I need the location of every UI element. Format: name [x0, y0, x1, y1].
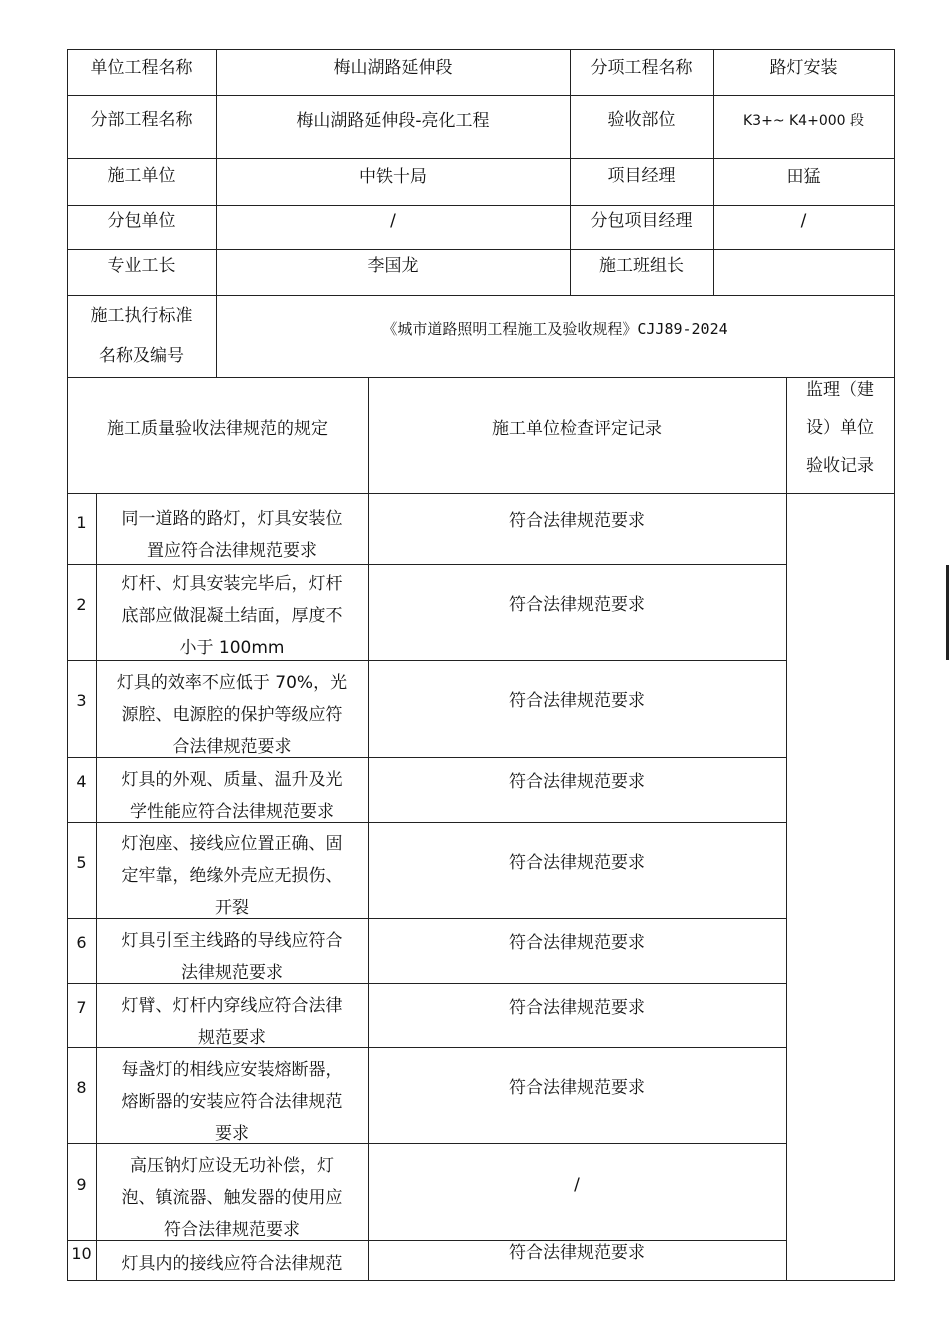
- item-spec: 灯具内的接线应符合法律规范: [121, 1254, 343, 1274]
- standard-label: 施工执行标准 名称及编号: [90, 306, 193, 366]
- acceptance-part-label: 验收部位: [607, 110, 676, 130]
- item-number: 3: [76, 691, 87, 710]
- division-value: 梅山湖路延伸段-亮化工程: [296, 111, 490, 131]
- unit-project-label: 单位工程名称: [90, 58, 193, 78]
- column-header-record: 施工单位检查评定记录: [492, 419, 662, 439]
- contractor-label: 施工单位: [107, 166, 176, 186]
- sub-item-value: 路灯安装: [769, 58, 838, 78]
- foreman-value: 李国龙: [367, 256, 419, 276]
- item-record: 符合法律规范要求: [509, 511, 645, 531]
- team-leader-value: [713, 249, 894, 283]
- sub-manager-value: /: [800, 211, 807, 231]
- contractor-value: 中铁十局: [359, 167, 427, 187]
- standard-value: 《城市道路照明工程施工及验收规程》CJJ89-2024: [382, 320, 728, 338]
- item-spec: 灯具引至主线路的导线应符合 法律规范要求: [121, 931, 343, 983]
- item-number: 9: [76, 1175, 87, 1194]
- item-record: 符合法律规范要求: [509, 772, 645, 792]
- item-record: 符合法律规范要求: [509, 1243, 645, 1263]
- item-record: 符合法律规范要求: [509, 595, 645, 615]
- project-manager-label: 项目经理: [607, 166, 676, 186]
- item-number: 4: [76, 772, 87, 791]
- item-spec: 灯臂、灯杆内穿线应符合法律 规范要求: [121, 996, 343, 1048]
- item-number: 8: [76, 1078, 87, 1097]
- unit-project-value: 梅山湖路延伸段: [333, 58, 453, 78]
- item-record: 符合法律规范要求: [509, 853, 645, 873]
- rule-record-col: [786, 377, 787, 1280]
- subcontractor-value: /: [390, 211, 396, 231]
- rule-right: [894, 49, 895, 1281]
- item-number: 2: [76, 595, 87, 614]
- item-number: 1: [76, 513, 87, 532]
- sub-item-label: 分项工程名称: [590, 58, 693, 78]
- team-leader-label: 施工班组长: [599, 256, 684, 276]
- division-label: 分部工程名称: [90, 110, 193, 130]
- item-number: 10: [71, 1244, 92, 1263]
- item-number: 5: [76, 853, 87, 872]
- page-edge-mark: [946, 565, 949, 660]
- item-spec: 灯具的效率不应低于 70%，光 源腔、电源腔的保护等级应符 合法律规范要求: [116, 673, 348, 757]
- item-record: 符合法律规范要求: [509, 691, 645, 711]
- item-record: /: [574, 1175, 580, 1195]
- subcontractor-label: 分包单位: [107, 211, 176, 231]
- sub-manager-label: 分包项目经理: [590, 211, 693, 231]
- item-spec: 高压钠灯应设无功补偿，灯 泡、镇流器、触发器的使用应 符合法律规范要求: [121, 1156, 343, 1240]
- item-spec: 同一道路的路灯，灯具安装位 置应符合法律规范要求: [121, 509, 343, 561]
- column-header-spec: 施工质量验收法律规范的规定: [107, 419, 328, 439]
- item-spec: 灯杆、灯具安装完毕后，灯杆 底部应做混凝土结面，厚度不 小于 100mm: [121, 574, 343, 658]
- column-header-supervision: 监理（建 设）单位 验收记录: [806, 380, 874, 476]
- item-number: 6: [76, 933, 87, 952]
- acceptance-part-value: K3+~ K4+000 段: [743, 113, 864, 129]
- item-record: 符合法律规范要求: [509, 998, 645, 1018]
- item-record: 符合法律规范要求: [509, 933, 645, 953]
- item-spec: 每盏灯的相线应安装熔断器， 熔断器的安装应符合法律规范 要求: [121, 1060, 343, 1144]
- item-record: 符合法律规范要求: [509, 1078, 645, 1098]
- item-spec: 灯具的外观、质量、温升及光 学性能应符合法律规范要求: [121, 770, 343, 822]
- item-number: 7: [76, 998, 87, 1017]
- foreman-label: 专业工长: [107, 256, 176, 276]
- project-manager-value: 田猛: [786, 167, 821, 187]
- item-spec: 灯泡座、接线应位置正确、固 定牢靠，绝缘外壳应无损伤、 开裂: [121, 834, 343, 918]
